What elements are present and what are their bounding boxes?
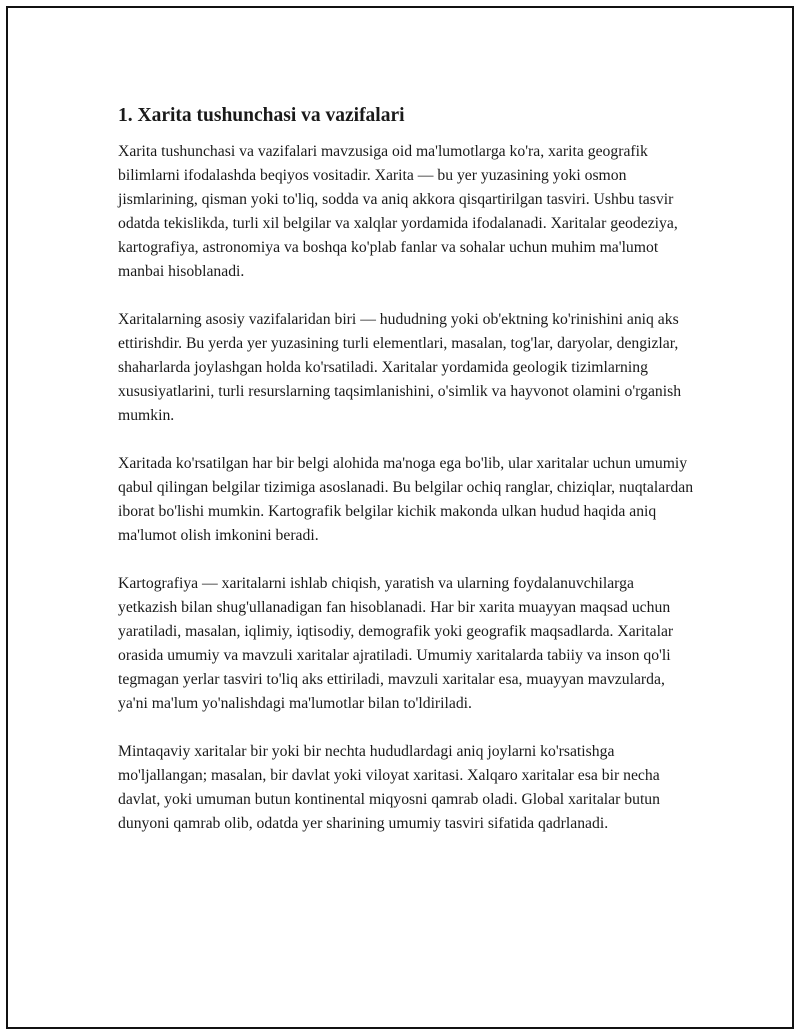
paragraph-4: Kartografiya — xaritalarni ishlab chiqish, yaratish va ularning foydalanuvchilarga yetkazish bilan shug'ullanadigan fan hisoblanadi. Har bir xarita muayyan maqsad uchun yaratiladi, masalan, iqlimiy, iqtisodiy, demografik yoki geografik maqsadlarda. Xaritalar orasida umumiy va mavzuli xaritalar ajratiladi. Umumiy xaritalarda tabiiy va inson qo'li tegmagan yerlar tasviri to'liq aks ettiriladi, mavzuli xaritalar esa, muayyan mavzularda, ya'ni ma'lum yo'nalishdagi ma'lumotlar bilan to'ldiriladi. — [118, 575, 674, 713]
paragraph-5: Mintaqaviy xaritalar bir yoki bir nechta hududlardagi aniq joylarni ko'rsatishga mo'ljallangan; masalan, bir davlat yoki viloyat xaritasi. Xalqaro xaritalar esa bir necha davlat, yoki umuman butun kontinental miqyosni qamrab oladi. Global xaritalar butun dunyoni qamrab olib, odatda yer sharining umumiy tasviri sifatida qadrlanadi. — [118, 743, 660, 833]
document-body — [118, 104, 694, 836]
page-frame — [6, 6, 794, 1029]
paragraph-2: Xaritalarning asosiy vazifalaridan biri — hududning yoki ob'ektning ko'rinishini aniq aks ettirishdir. Bu yerda yer yuzasining turli elementlari, masalan, tog'lar, daryolar, dengizlar, shaharlarda joylashgan holda ko'rsatiladi. Xaritalar yordamida geologik tizimlarning xususiyatlarini, turli resurslarning taqsimlanishini, o'simlik va hayvonot olamini o'rganish mumkin. — [118, 311, 682, 425]
paragraph-3: Xaritada ko'rsatilgan har bir belgi alohida ma'noga ega bo'lib, ular xaritalar uchun umumiy qabul qilingan belgilar tizimiga asoslanadi. Bu belgilar ochiq ranglar, chiziqlar, nuqtalardan iborat bo'lishi mumkin. Kartografik belgilar kichik makonda ulkan hudud haqida aniq ma'lumot olish imkonini beradi. — [118, 455, 694, 545]
page-title: 1. Xarita tushunchasi va vazifalari — [118, 105, 405, 126]
paragraph-1: Xarita tushunchasi va vazifalari mavzusiga oid ma'lumotlarga ko'ra, xarita geografik bilimlarni ifodalashda beqiyos vositadir. Xarita — bu yer yuzasining yoki osmon jismlarining, qisman yoki to'liq, sodda va aniq akkora qisqartirilgan tasviri. Ushbu tasvir odatda tekislikda, turli xil belgilar va xalqlar yordamida ifodalanadi. Xaritalar geodeziya, kartografiya, astronomiya va boshqa ko'plab fanlar va sohalar uchun muhim ma'lumot manbai hisoblanadi. — [118, 143, 678, 281]
